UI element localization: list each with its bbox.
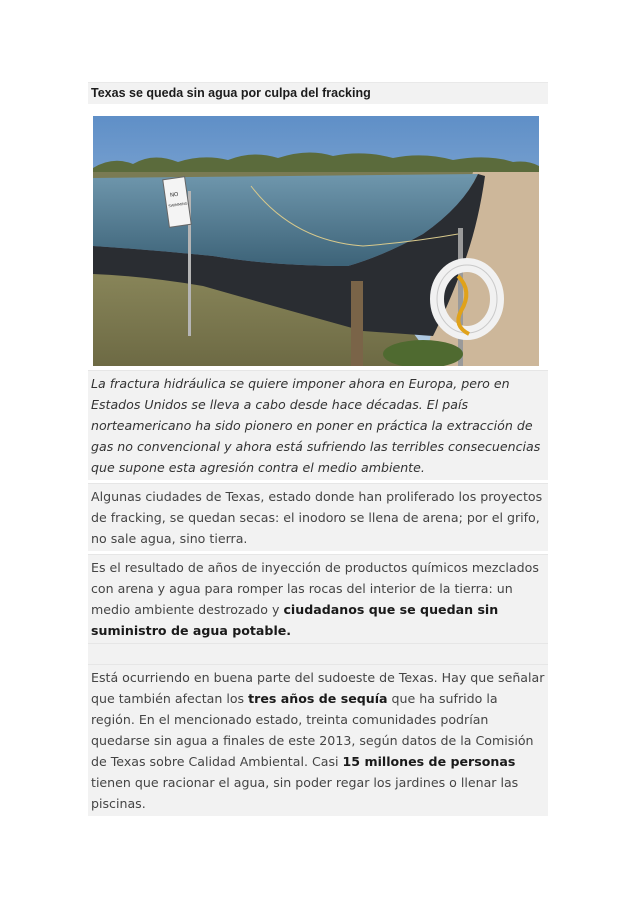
article-title: Texas se queda sin agua por culpa del fracking [88,82,548,104]
paragraph-1: Algunas ciudades de Texas, estado donde han proliferado los proyectos de fracking, se quedan secas: el inodoro se llena de arena; por el grifo, no sale agua, sino tierra. [88,483,548,551]
lead-paragraph: La fractura hidráulica se quiere imponer ahora en Europa, pero en Estados Unidos se lleva a cabo desde hace décadas. El país norteamericano ha sido pionero en poner en práctica la extracción de gas no convencional y ahora está sufriendo las terribles consecuencias que supone esta agresión contra el medio ambiente. [88,370,548,480]
bold-text: 15 millones de personas [342,754,516,769]
paragraph-3 [88,664,548,816]
wooden-post [351,281,363,366]
text-run: tienen que racionar el agua, sin poder regar los jardines o llenar las piscinas. [91,775,519,811]
text-run: que ha sufrido la región. En el mencionado estado, treinta comunidades podrían quedarse sin agua a finales de este 2013, según datos de la Comisión de Texas sobre Calidad Ambiental. Casi [91,691,534,769]
article [88,82,548,816]
spacer [88,104,548,116]
buoy-pole [458,228,463,366]
text-run: Está ocurriendo en buena parte del sudoeste de Texas. Hay que señalar que también afectan los [91,670,545,706]
blank-line [88,643,548,664]
sign-text: NO [169,191,179,199]
bold-text: ciudadanos que se quedan sin suministro de agua potable. [91,602,499,638]
sign-text: SWIMMING [168,201,188,209]
text-run: Es el resultado de años de inyección de productos químicos mezclados con arena y agua para romper las rocas del interior de la tierra: un medio ambiente destrozado y [91,560,539,617]
paragraph-2 [88,554,548,643]
article-photo [93,116,539,366]
bold-text: tres años de sequía [248,691,388,706]
